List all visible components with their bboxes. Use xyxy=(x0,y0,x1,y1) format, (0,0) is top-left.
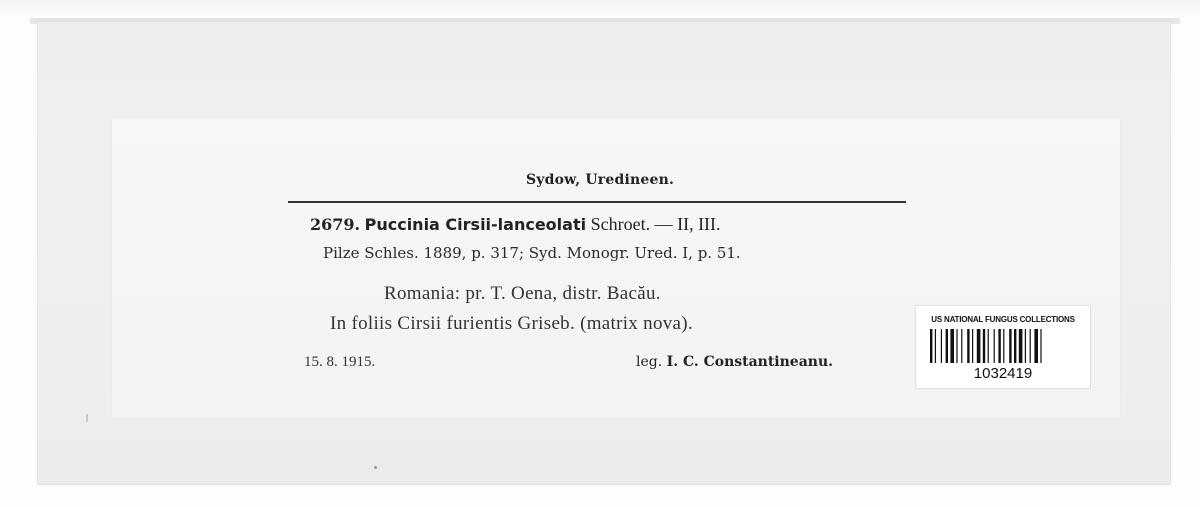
header-rule xyxy=(288,201,906,203)
barcode-stripe xyxy=(998,329,1000,363)
barcode-stripe xyxy=(1040,329,1041,363)
barcode-stripe xyxy=(1019,329,1023,363)
literature-reference: Pilze Schles. 1889, p. 317; Syd. Monogr. Ured. I, p. 51. xyxy=(323,244,741,262)
barcode-stripe xyxy=(930,329,932,363)
barcode-stripe xyxy=(946,329,948,363)
barcode-stripe xyxy=(1030,329,1031,363)
scan-top-strip xyxy=(0,0,1200,14)
barcode-stripe xyxy=(988,329,989,363)
collector xyxy=(636,354,833,370)
label-header: Sydow, Uredineen. xyxy=(525,172,675,188)
barcode-stripe xyxy=(1014,329,1016,363)
dust-speck xyxy=(86,414,88,422)
barcode-stripe xyxy=(941,329,942,363)
barcode-collection: US NATIONAL FUNGUS COLLECTIONS xyxy=(931,315,1075,324)
barcode-number: 1032419 xyxy=(973,365,1033,382)
barcode-stripe xyxy=(961,329,962,363)
barcode-stripe xyxy=(1009,329,1011,363)
host-plant: In foliis Cirsii furientis Griseb. (matrix nova). xyxy=(330,313,693,334)
barcode-stripe xyxy=(967,329,969,363)
species-line xyxy=(310,214,910,235)
collector-name: I. C. Constantineanu. xyxy=(666,354,834,370)
barcode-stripe xyxy=(972,329,973,363)
taxon-name: Puccinia Cirsii-lanceolati xyxy=(364,215,587,234)
collector-prefix: leg. xyxy=(636,354,663,370)
barcode-stripe xyxy=(1003,329,1004,363)
barcode-stripe xyxy=(1034,329,1038,363)
barcode-stripe xyxy=(1025,329,1026,363)
barcode-stripe xyxy=(983,329,985,363)
barcode-stripe xyxy=(935,329,936,363)
barcode-stripe xyxy=(994,329,995,363)
barcode-bars xyxy=(930,329,1076,363)
barcode-label xyxy=(916,306,1090,388)
barcode-stripe xyxy=(977,329,981,363)
locality: Romania: pr. T. Oena, distr. Bacău. xyxy=(384,283,661,304)
barcode-stripe xyxy=(956,329,957,363)
dust-speck xyxy=(374,466,377,469)
barcode-stripe xyxy=(950,329,954,363)
specimen-number: 2679. xyxy=(310,215,361,234)
collection-date: 15. 8. 1915. xyxy=(304,354,376,370)
authority-stages: Schroet. — II, III. xyxy=(590,214,721,234)
